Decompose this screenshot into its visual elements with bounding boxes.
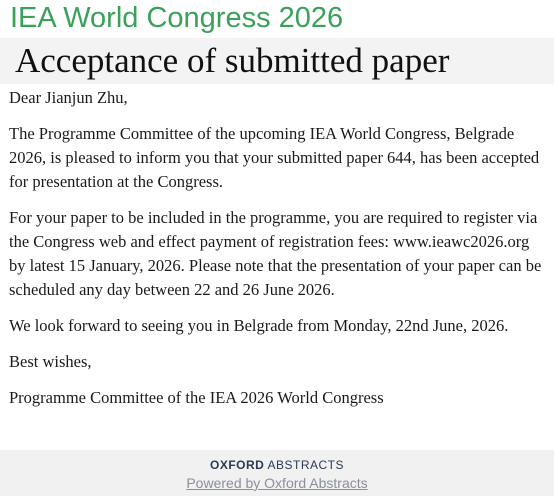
congress-title: IEA World Congress 2026 — [10, 2, 344, 34]
page-title: Acceptance of submitted paper — [15, 41, 450, 80]
letter-paragraph-acceptance: The Programme Committee of the upcoming IEA World Congress, Belgrade 2026, is pleased to inform you that your submitted paper 644, has been accepted for presentation at the Congress. — [9, 124, 540, 191]
letter-body — [9, 86, 549, 422]
letter-paragraph-registration: For your paper to be included in the programme, you are required to register via the Congress web and effect payment of registration fees: www.ieawc2026.org by latest 15 January, 2026. Please note that the presentation of your paper can be scheduled any day between 22 and 26 June 2026. — [9, 208, 542, 299]
letter-paragraph-closing-note: We look forward to seeing you in Belgrade from Monday, 22nd June, 2026. — [9, 316, 509, 335]
letter-signature: Programme Committee of the IEA 2026 World Congress — [9, 388, 384, 407]
letter-greeting: Dear Jianjun Zhu, — [9, 88, 128, 107]
footer — [0, 450, 554, 496]
brand-rest: ABSTRACTS — [264, 458, 345, 472]
oxford-abstracts-logo — [0, 458, 554, 472]
letter-closing: Best wishes, — [9, 352, 92, 371]
powered-by-link[interactable]: Powered by Oxford Abstracts — [186, 475, 368, 491]
brand-strong: OXFORD — [209, 458, 265, 472]
heading-band — [0, 38, 554, 84]
